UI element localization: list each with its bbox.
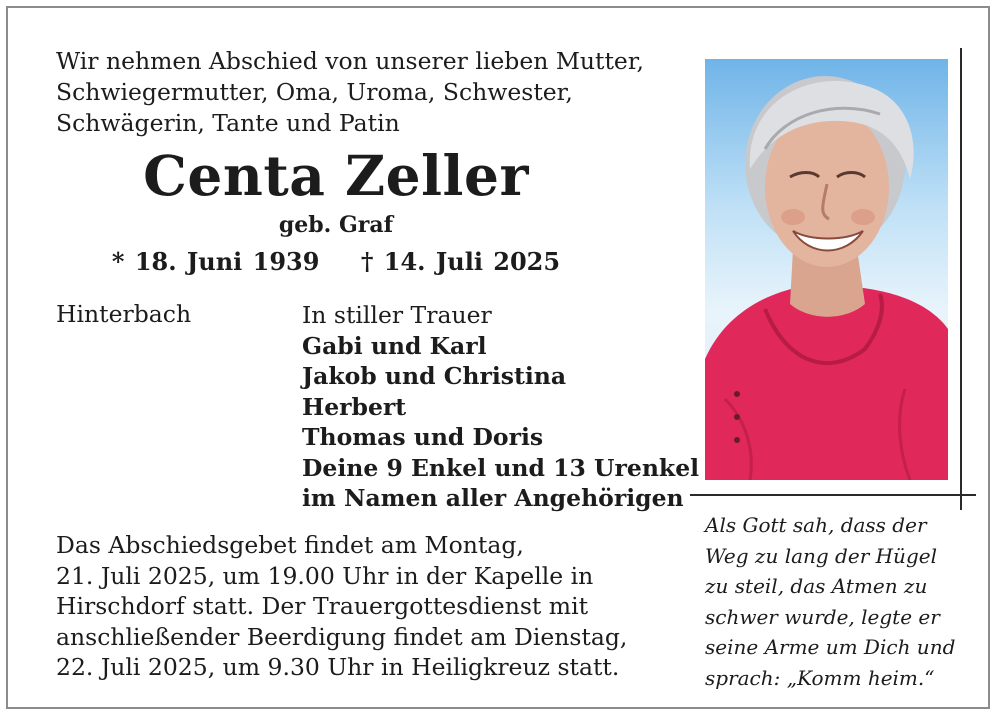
quote-line: seine Arme um Dich und <box>705 635 956 659</box>
service-line: Das Abschiedsgebet findet am Montag, <box>56 531 524 559</box>
intro-line: Schwiegermutter, Oma, Uroma, Schwester, <box>56 78 573 106</box>
quote-line: Als Gott sah, dass der <box>705 513 927 537</box>
portrait-photo <box>705 59 948 480</box>
death-date: † 14. Juli 2025 <box>360 247 561 276</box>
vertical-divider <box>960 48 962 510</box>
service-line: anschließender Beerdigung findet am Dienstag, <box>56 622 628 651</box>
life-dates <box>56 247 616 276</box>
mourner-name: Gabi und Karl <box>302 331 487 360</box>
intro-text <box>56 46 676 139</box>
deceased-name: Centa Zeller <box>143 143 529 208</box>
quote-line: zu steil, das Atmen zu <box>705 574 928 598</box>
mourning-label: In stiller Trauer <box>302 301 492 329</box>
intro-line: Wir nehmen Abschied von unserer lieben Mutter, <box>56 47 644 75</box>
service-info <box>56 530 676 683</box>
portrait-illustration <box>705 59 948 480</box>
mourner-name: Jakob und Christina <box>302 362 567 390</box>
service-line: 22. Juli 2025, um 9.30 Uhr in Heiligkreuz statt. <box>56 653 620 681</box>
mourner-name: Deine 9 Enkel und 13 Urenkel <box>302 453 700 482</box>
birth-date: * 18. Juni 1939 <box>111 247 320 276</box>
quote-line: sprach: „Komm heim.“ <box>705 665 935 690</box>
service-line: Hirschdorf statt. Der Trauergottesdienst mit <box>56 592 589 620</box>
intro-line: Schwägerin, Tante und Patin <box>56 109 400 137</box>
mourner-name: im Namen aller Angehörigen <box>302 484 684 512</box>
horizontal-divider <box>690 494 976 496</box>
quote-line: schwer wurde, legte er <box>705 604 940 629</box>
mourners-list <box>302 300 699 514</box>
maiden-name: geb. Graf <box>278 212 394 238</box>
mourner-name: Thomas und Doris <box>302 423 544 451</box>
place-name: Hinterbach <box>56 300 192 328</box>
memorial-quote <box>705 510 975 693</box>
mourner-name: Herbert <box>302 392 407 421</box>
quote-line: Weg zu lang der Hügel <box>705 543 937 568</box>
service-line: 21. Juli 2025, um 19.00 Uhr in der Kapelle in <box>56 561 594 590</box>
